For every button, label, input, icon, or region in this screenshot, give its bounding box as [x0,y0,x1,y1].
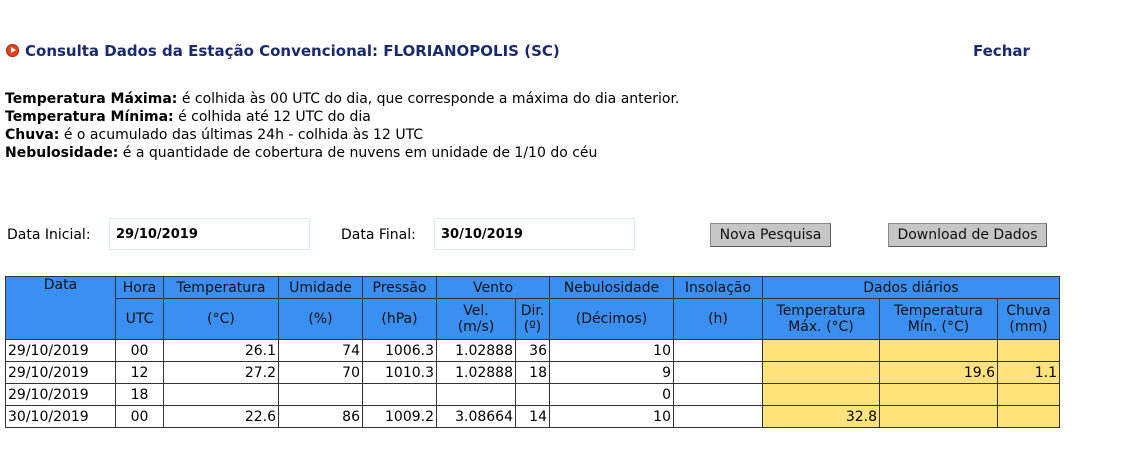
col-cloud: Nebulosidade [550,277,674,299]
definitions [5,90,679,162]
definition-tmax: Temperatura Máxima: é colhida às 00 UTC do dia, que corresponde a máxima do dia anterior. [5,91,680,107]
unit-tmin: Temperatura Mín. (°C) [880,299,998,340]
cell-rain [998,340,1060,362]
cell-rain: 1.1 [998,362,1060,384]
unit-wind-dir: Dir. (º) [516,299,550,340]
cell-date: 29/10/2019 [6,384,116,406]
table-subheader-row [6,299,1060,340]
cell-date: 29/10/2019 [6,362,116,384]
table-row [6,384,1060,406]
cell-wind-vel: 3.08664 [437,406,516,428]
col-date: Data [6,277,116,340]
cell-humidity [279,384,363,406]
col-hour: Hora [116,277,164,299]
cell-wind-dir: 18 [516,362,550,384]
cell-wind-dir: 36 [516,340,550,362]
definition-cloud: Nebulosidade: é a quantidade de cobertura de nuvens em unidade de 1/10 do céu [5,145,598,161]
cell-tmax [763,362,880,384]
close-link[interactable]: Fechar [973,42,1030,60]
cell-hour: 00 [116,406,164,428]
cell-wind-dir: 14 [516,406,550,428]
col-daily: Dados diários [763,277,1060,299]
cell-pressure: 1010.3 [363,362,437,384]
cell-sunshine [674,362,763,384]
cell-cloud: 10 [550,340,674,362]
start-date-label: Data Inicial: [7,227,91,243]
col-pressure: Pressão [363,277,437,299]
cell-tmin [880,384,998,406]
table-row [6,340,1060,362]
end-date-label: Data Final: [341,227,416,243]
bullet-arrow-icon [6,44,19,57]
cell-pressure [363,384,437,406]
cell-pressure: 1009.2 [363,406,437,428]
col-wind: Vento [437,277,550,299]
cell-tmin [880,406,998,428]
unit-hour: UTC [116,299,164,340]
cell-date: 29/10/2019 [6,340,116,362]
cell-rain [998,384,1060,406]
table-row [6,406,1060,428]
unit-sunshine: (h) [674,299,763,340]
new-search-button[interactable]: Nova Pesquisa [710,223,831,247]
unit-tmax: Temperatura Máx. (°C) [763,299,880,340]
cell-cloud: 10 [550,406,674,428]
cell-wind-dir [516,384,550,406]
cell-tmin: 19.6 [880,362,998,384]
table-header-row [6,277,1060,299]
cell-hour: 18 [116,384,164,406]
end-date-input[interactable] [434,218,635,250]
unit-humidity: (%) [279,299,363,340]
cell-tmax [763,384,880,406]
cell-temp: 26.1 [164,340,279,362]
cell-sunshine [674,384,763,406]
cell-temp [164,384,279,406]
cell-wind-vel [437,384,516,406]
cell-sunshine [674,340,763,362]
cell-humidity: 70 [279,362,363,384]
cell-date: 30/10/2019 [6,406,116,428]
unit-pressure: (hPa) [363,299,437,340]
cell-rain [998,406,1060,428]
definition-tmin: Temperatura Mínima: é colhida até 12 UTC do dia [5,109,371,125]
cell-pressure: 1006.3 [363,340,437,362]
cell-hour: 00 [116,340,164,362]
cell-sunshine [674,406,763,428]
definition-rain: Chuva: é o acumulado das últimas 24h - colhida às 12 UTC [5,127,424,143]
unit-rain: Chuva (mm) [998,299,1060,340]
unit-cloud: (Décimos) [550,299,674,340]
cell-cloud: 0 [550,384,674,406]
col-sunshine: Insolação [674,277,763,299]
cell-humidity: 86 [279,406,363,428]
cell-temp: 27.2 [164,362,279,384]
unit-temp: (°C) [164,299,279,340]
weather-data-table [5,276,1060,428]
cell-wind-vel: 1.02888 [437,362,516,384]
col-temp: Temperatura [164,277,279,299]
cell-tmin [880,340,998,362]
cell-temp: 22.6 [164,406,279,428]
start-date-input[interactable] [109,218,310,250]
cell-tmax: 32.8 [763,406,880,428]
table-row [6,362,1060,384]
col-humidity: Umidade [279,277,363,299]
page-header [6,42,1133,62]
cell-cloud: 9 [550,362,674,384]
cell-hour: 12 [116,362,164,384]
cell-humidity: 74 [279,340,363,362]
page-title: Consulta Dados da Estação Convencional: FLORIANOPOLIS (SC) [25,42,560,60]
cell-tmax [763,340,880,362]
download-data-button[interactable]: Download de Dados [888,223,1047,247]
unit-wind-vel: Vel. (m/s) [437,299,516,340]
cell-wind-vel: 1.02888 [437,340,516,362]
